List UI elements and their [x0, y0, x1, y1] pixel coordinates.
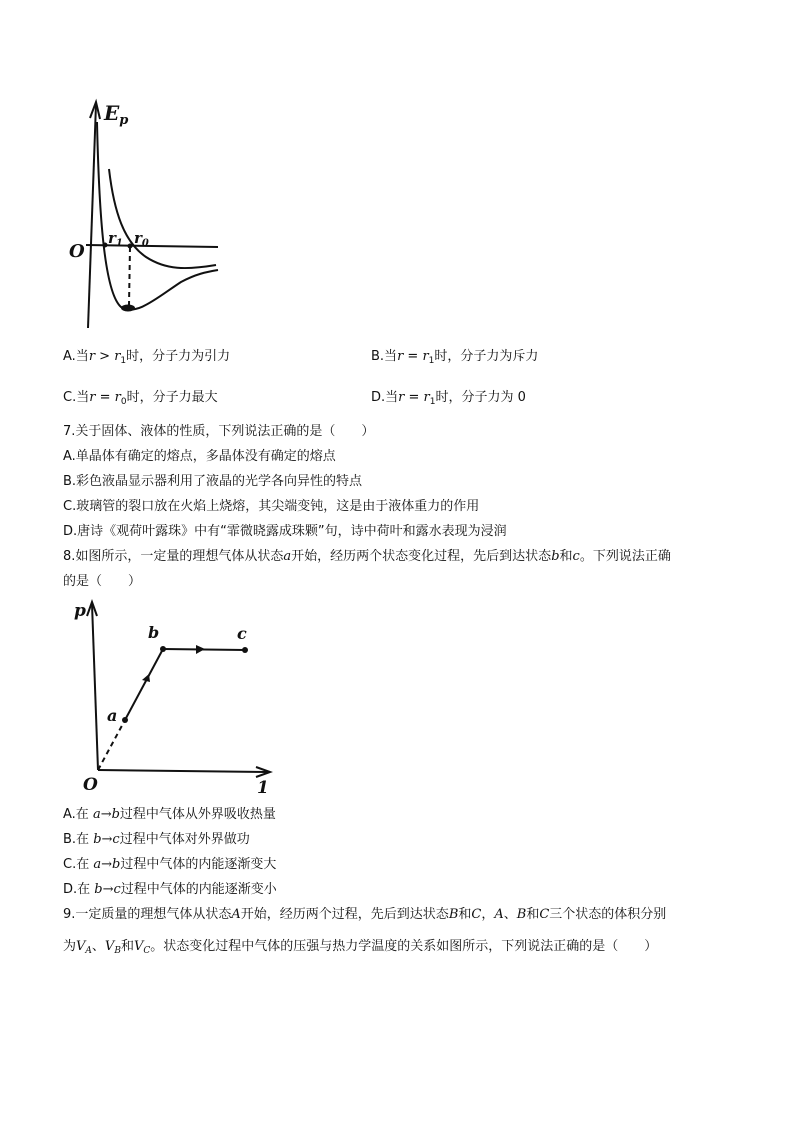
force-curve [109, 169, 216, 268]
p-t-figure [70, 598, 280, 798]
q7-option-a[interactable]: A.单晶体有确定的熔点，多晶体没有确定的熔点 [63, 449, 336, 464]
potential-energy-curve [97, 122, 218, 310]
q8-option-a[interactable]: A.在 a→b过程中气体从外界吸收热量 [63, 807, 276, 822]
q6-option-d[interactable]: D.当$r = r_1$时，分子力为 0 [371, 390, 526, 407]
svg-text:r0 [134, 229, 149, 249]
ep-label-sub: p [119, 113, 129, 128]
point-b-label: b [148, 623, 160, 642]
q8-option-c[interactable]: C.在 a→b过程中气体的内能逐渐变大 [63, 857, 277, 872]
point-c [242, 647, 248, 653]
dashed-origin-to-a [98, 720, 125, 770]
q7-stem: 7.关于固体、液体的性质，下列说法正确的是（ ） [63, 424, 375, 439]
ep-r-figure [66, 92, 226, 334]
q9-stem-line1: 9.一定质量的理想气体从状态A开始，经历两个过程，先后到达状态B和C，A、B和C三个状态的体积分别 [63, 907, 667, 922]
r0-label-sub: 0 [141, 238, 149, 249]
q7-option-c[interactable]: C.玻璃管的裂口放在火焰上烧熔，其尖端变钝，这是由于液体重力的作用 [63, 499, 480, 514]
q6-option-c[interactable]: C.当$r = r_0$时，分子力最大 [63, 390, 218, 407]
q8-option-d[interactable]: D.在 b→c过程中气体的内能逐渐变小 [63, 882, 277, 897]
r1-label: r [108, 229, 116, 247]
q6-option-a[interactable]: A.当$r > r_1$时，分子力为引力 [63, 349, 231, 366]
point-a-label: a [107, 706, 118, 725]
svg-text:Ep [103, 101, 128, 128]
q7-option-b[interactable]: B.彩色液晶显示器利用了液晶的光学各向异性的特点 [63, 474, 363, 489]
r1-point [103, 243, 108, 248]
q8-option-b[interactable]: B.在 b→c过程中气体对外界做功 [63, 832, 250, 847]
p-axis [92, 604, 98, 770]
ep-axis [88, 104, 96, 328]
origin-label: O [83, 775, 98, 795]
r0-point [128, 244, 133, 249]
origin-label: O [69, 241, 85, 262]
r1-label-sub: 1 [115, 238, 123, 249]
point-a [122, 717, 128, 723]
t-axis [98, 770, 268, 772]
point-b [160, 646, 166, 652]
svg-text:r1 [108, 229, 123, 249]
t-axis-label: 1 [257, 778, 269, 798]
q8-stem-line1: 8.如图所示，一定量的理想气体从状态a开始，经历两个状态变化过程，先后到达状态b和c。下列说法正确 [63, 549, 671, 564]
point-c-label: c [237, 624, 247, 643]
q8-stem-line2: 的是（ ） [63, 574, 142, 589]
q6-option-b[interactable]: B.当$r = r_1$时，分子力为斥力 [371, 349, 539, 366]
minimum-point [121, 305, 135, 312]
q7-option-d[interactable]: D.唐诗《观荷叶露珠》中有“霏微晓露成珠颗”句，诗中荷叶和露水表现为浸润 [63, 524, 507, 539]
ep-label: E [104, 101, 120, 125]
arrow-a-b [142, 674, 150, 682]
q9-stem-line2: 为$V_A$、$V_B$和$V_C$。状态变化过程中气体的压强与热力学温度的关系如图所示，下列说法正确的是（ ） [63, 939, 658, 956]
r0-label: r [134, 229, 142, 247]
line-a-to-b [125, 649, 163, 720]
p-label: p [74, 601, 86, 621]
arrow-b-c [196, 645, 205, 654]
r0-dashed-line [129, 247, 130, 305]
